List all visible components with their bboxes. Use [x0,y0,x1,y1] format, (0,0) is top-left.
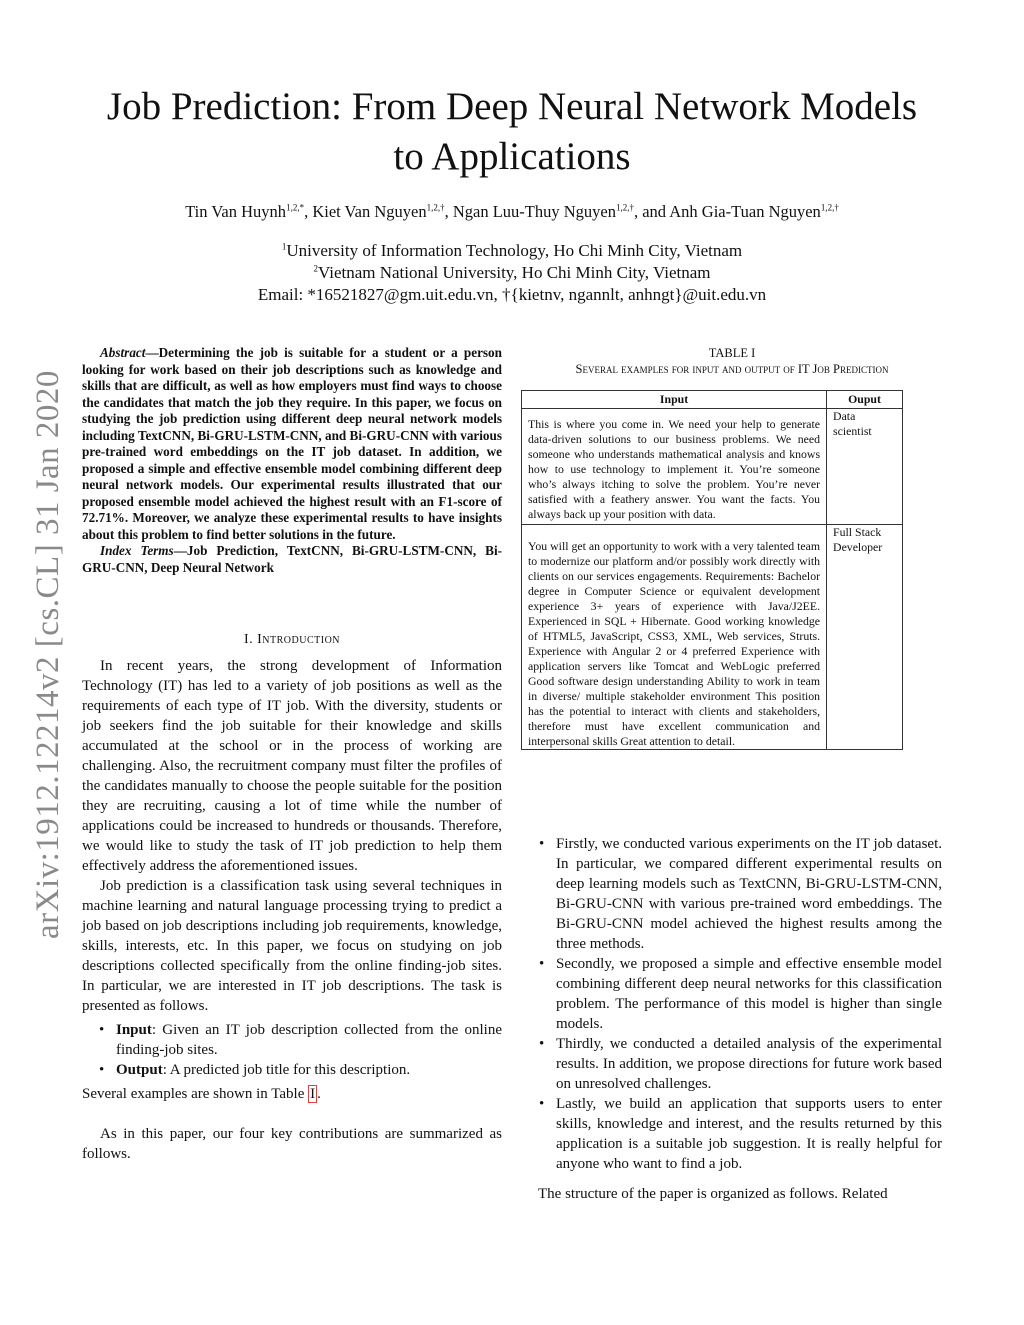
index-terms-label: Index Terms [100,543,174,558]
author-affil-mark: 1,2,† [426,202,445,213]
paragraph: As in this paper, our four key contributions are summarized as follows. [82,1126,502,1162]
column-header-input: Input [522,391,827,409]
task-list [82,1020,502,1080]
email-line: Email: *16521827@gm.uit.edu.vn, †{kietnv, ngannlt, anhngt}@uit.edu.vn [257,285,767,304]
title-line-2: to Applications [393,135,631,178]
table-caption [520,345,944,377]
introduction-text [82,656,502,1164]
author-affil-mark: 1,2,* [286,202,305,213]
input-cell: You will get an opportunity to work with a very talented team to modernize our platform and/or possibly work directly with clients on our services engagements. Requirements: Bachelor degree in Computer Science or equivalent development experience 3+ years of experience with Java/J2EE. Experienced in SQL + Hibernate. Good working knowledge of HTML5, JavaScript, CSS3, XML, Web services, Struts. Experience with Angular 2 or 4 preferred Experience with application servers like Tomcat and WebLogic preferred Good software design understanding Ability to work in team in diverse/ multiple stakeholder environment This position has the potential to interact with clients and stakeholders, therefore must have excellent communication and interpersonal skills Great attention to detail. [522,525,827,750]
author-name: Kiet Van Nguyen [312,202,427,221]
output-cell: Data scientist [827,409,903,525]
affiliation-2: $^2$Vietnam National University, Ho Chi Minh City, Vietnam [313,263,711,282]
title-line-1: Job Prediction: From Deep Neural Network Models [106,85,918,128]
list-item: • Lastly, we build an application that supports users to enter skills, knowledge and interest, and the results returned by this application is a suitable job suggestion. It is really helpful for anyone who want to find a job. [539,1096,942,1172]
list-item: • Secondly, we proposed a simple and effective ensemble model combining different deep neural networks for this classification problem. The performance of this model is higher than single models. [539,956,942,1032]
table-reference-link[interactable]: I [310,1086,316,1102]
author-and: and [642,202,667,221]
author-affil-mark: 1,2,† [615,202,634,213]
output-cell: Full Stack Developer [827,525,903,750]
abstract-body: Abstract—Determining the job is suitable for a student or a person looking for work based on their job descriptions such as knowledge and skills that are difficult, as well as how employers must find ways to choose the candidates that match the job they require. In this paper, we focus on studying the job prediction using different deep neural network models including TextCNN, Bi-GRU-LSTM-CNN, and Bi-GRU-CNN with various pre-trained word embeddings on the IT job dataset. In addition, we proposed a simple and effective ensemble model combining different deep neural network models. Our experimental results illustrated that our proposed ensemble model achieved the highest result with an F1-score of 72.71%. Moreover, we analyze these experimental results to have insights about this problem to find better solutions in the future. [82,345,502,542]
table-title: Several examples for input and output of IT Job Prediction [575,362,889,376]
structure-text: The structure of the paper is organized as follows. Related [538,1186,888,1202]
table-row [522,409,903,525]
author-list: Tin Van Huynh$^{1,2,*}$, Kiet Van Nguyen$^{1,2,\dagger}$, Ngan Luu-Thuy Nguyen$^{1,2,\dagger}$, and Anh Gia-Tuan Nguyen$^{1,2,\dagger}$ [185,202,839,221]
affiliations [60,240,964,306]
table-label: TABLE I [708,346,756,360]
affiliation-1: $^1$University of Information Technology, Ho Chi Minh City, Vietnam [281,241,743,260]
author-affil-mark: 1,2,† [820,202,839,213]
abstract [82,345,502,576]
list-item: • Input: Given an IT job description collected from the online finding-job sites. [99,1022,502,1058]
author-name: Tin Van Huynh [185,202,287,221]
paragraph: Job prediction is a classification task using several techniques in machine learning and natural language processing trying to predict a job based on job descriptions including job requirements, knowledge, skills, interests, etc. In this paper, we focus on studying on job descriptions collected specifically from the online finding-job sites. In particular, we are interested in IT job descriptions. The task is presented as follows. [82,878,502,1014]
input-cell: This is where you come in. We need your help to generate data-driven solutions to our business problems. We need someone who understands mathematical analysis and knows how to use technology to implement it. You’re someone who’s always itching to solve the problem. You’re never satisfied with a feathery answer. You want the facts. You always back up your position with data. [522,409,827,525]
list-item: • Firstly, we conducted various experiments on the IT job dataset. In particular, we compared different experimental results on deep learning models such as TextCNN, Bi-GRU-LSTM-CNN, Bi-GRU-CNN with various pre-trained word embeddings. The Bi-GRU-CNN model achieved the highest results among the three methods. [539,836,942,952]
index-terms: Index Terms—Job Prediction, TextCNN, Bi-GRU-LSTM-CNN, Bi-GRU-CNN, Deep Neural Network [82,543,503,575]
examples-line: Several examples are shown in Table I . [82,1086,321,1102]
contributions-list [538,834,942,1174]
arxiv-stamp: arXiv:1912.12214v2 [cs.CL] 31 Jan 2020 [30,370,66,940]
table-row [522,525,903,750]
table-header-row [522,391,903,409]
author-name: Ngan Luu-Thuy Nguyen [452,202,616,221]
author-name: Anh Gia-Tuan Nguyen [669,202,821,221]
examples-table [521,390,903,750]
paper-title [60,82,964,182]
abstract-label: Abstract [100,345,146,360]
paragraph: In recent years, the strong development of Information Technology (IT) has led to a variety of job positions as well as the requirements of each type of IT job. With the diversity, students or job seekers find the job suitable for their knowledge and skills accumulated at the school or in the process of working are challenging. Also, the recruitment company must filter the profiles of the candidates manually to choose the people suitable for the position they are recruiting, causing a lot of time while the number of applications could be increased to hundreds or thousands. Therefore, we would like to study the task of IT job prediction to help them effectively address the aforementioned issues. [82,658,502,874]
list-item: • Thirdly, we conducted a detailed analysis of the experimental results. In addition, we propose directions for future work based on unresolved challenges. [539,1036,942,1092]
column-header-output: Ouput [827,391,903,409]
section-heading: I. Introduction [243,632,341,647]
list-item: • Output: A predicted job title for this description. [99,1062,411,1078]
